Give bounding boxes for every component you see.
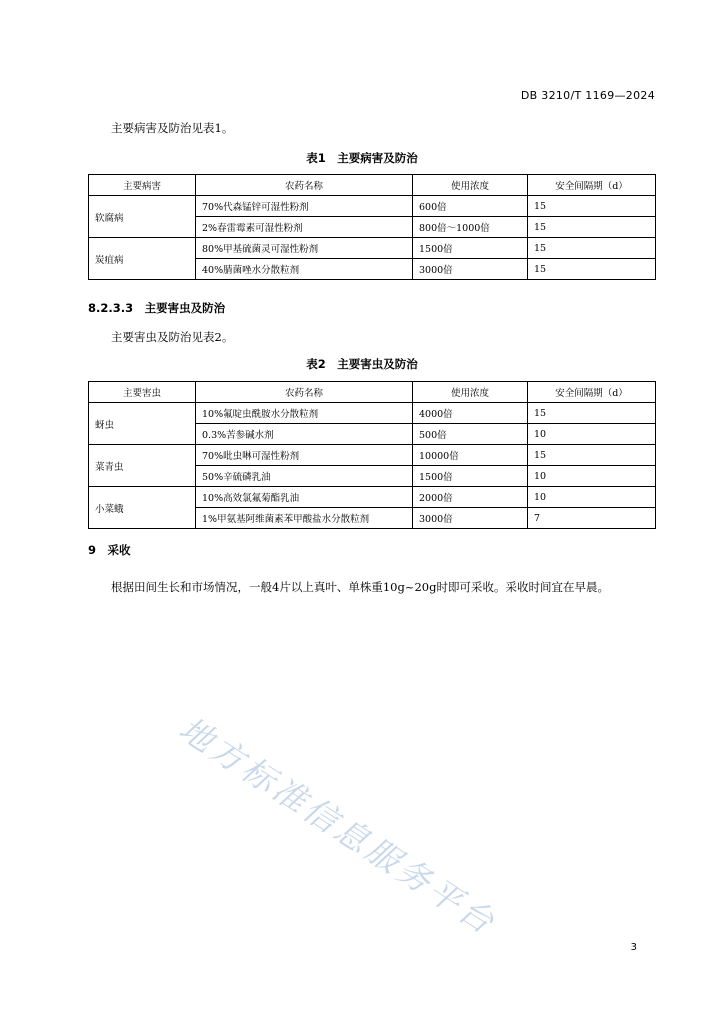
safety-interval: 15 [528, 259, 656, 280]
pest-name: 菜青虫 [89, 445, 196, 487]
safety-interval: 15 [528, 238, 656, 259]
concentration: 600倍 [413, 196, 528, 217]
page-number: 3 [630, 942, 637, 953]
concentration: 1500倍 [413, 238, 528, 259]
header-cell: 农药名称 [196, 175, 413, 196]
pesticide-name: 70%吡虫啉可湿性粉剂 [196, 445, 413, 466]
pest-name: 蚜虫 [89, 403, 196, 445]
table-row [89, 196, 656, 217]
intro-paragraph-2: 主要害虫及防治见表2。 [111, 330, 234, 344]
section-heading-pests: 8.2.3.3 主要害虫及防治 [88, 301, 226, 315]
disease-name: 炭疽病 [89, 238, 196, 280]
pesticide-name: 1%甲氨基阿维菌素苯甲酸盐水分散粒剂 [196, 508, 413, 529]
header-cell: 安全间隔期（d） [528, 175, 656, 196]
pesticide-name: 10%氟啶虫酰胺水分散粒剂 [196, 403, 413, 424]
pesticide-name: 0.3%苦参碱水剂 [196, 424, 413, 445]
intro-paragraph-1: 主要病害及防治见表1。 [111, 121, 234, 135]
concentration: 1500倍 [413, 466, 528, 487]
safety-interval: 15 [528, 217, 656, 238]
safety-interval: 10 [528, 487, 656, 508]
concentration: 3000倍 [413, 508, 528, 529]
document-id: DB 3210/T 1169—2024 [520, 89, 655, 102]
table-row [89, 487, 656, 508]
header-cell: 农药名称 [196, 382, 413, 403]
concentration: 800倍～1000倍 [413, 217, 528, 238]
table-row [89, 445, 656, 466]
table-header-row [89, 382, 656, 403]
safety-interval: 15 [528, 445, 656, 466]
pesticide-name: 80%甲基硫菌灵可湿性粉剂 [196, 238, 413, 259]
safety-interval: 15 [528, 403, 656, 424]
table-row [89, 403, 656, 424]
pesticide-name: 40%腈菌唑水分散粒剂 [196, 259, 413, 280]
section-heading-harvest: 9 采收 [88, 543, 131, 557]
safety-interval: 7 [528, 508, 656, 529]
header-cell: 使用浓度 [413, 382, 528, 403]
concentration: 2000倍 [413, 487, 528, 508]
harvest-paragraph: 根据田间生长和市场情况，一般4片以上真叶、单株重10g~20g时即可采收。采收时间宜在早晨。 [111, 580, 609, 594]
concentration: 500倍 [413, 424, 528, 445]
pesticide-name: 70%代森锰锌可湿性粉剂 [196, 196, 413, 217]
pesticide-name: 2%春雷霉素可湿性粉剂 [196, 217, 413, 238]
table-diseases [88, 174, 656, 280]
concentration: 10000倍 [413, 445, 528, 466]
disease-name: 软腐病 [89, 196, 196, 238]
safety-interval: 15 [528, 196, 656, 217]
pesticide-name: 10%高效氯氟菊酯乳油 [196, 487, 413, 508]
safety-interval: 10 [528, 424, 656, 445]
safety-interval: 10 [528, 466, 656, 487]
concentration: 4000倍 [413, 403, 528, 424]
table-pests [88, 381, 656, 529]
watermark: 地方标准信息服务平台 [172, 708, 504, 944]
table-header-row [89, 175, 656, 196]
header-cell: 使用浓度 [413, 175, 528, 196]
concentration: 3000倍 [413, 259, 528, 280]
pest-name: 小菜蛾 [89, 487, 196, 529]
pesticide-name: 50%辛硫磷乳油 [196, 466, 413, 487]
header-cell: 主要病害 [89, 175, 196, 196]
table2-caption: 表2 主要害虫及防治 [306, 357, 418, 371]
table-row [89, 238, 656, 259]
header-cell: 主要害虫 [89, 382, 196, 403]
header-cell: 安全间隔期（d） [528, 382, 656, 403]
table1-caption: 表1 主要病害及防治 [306, 151, 418, 165]
